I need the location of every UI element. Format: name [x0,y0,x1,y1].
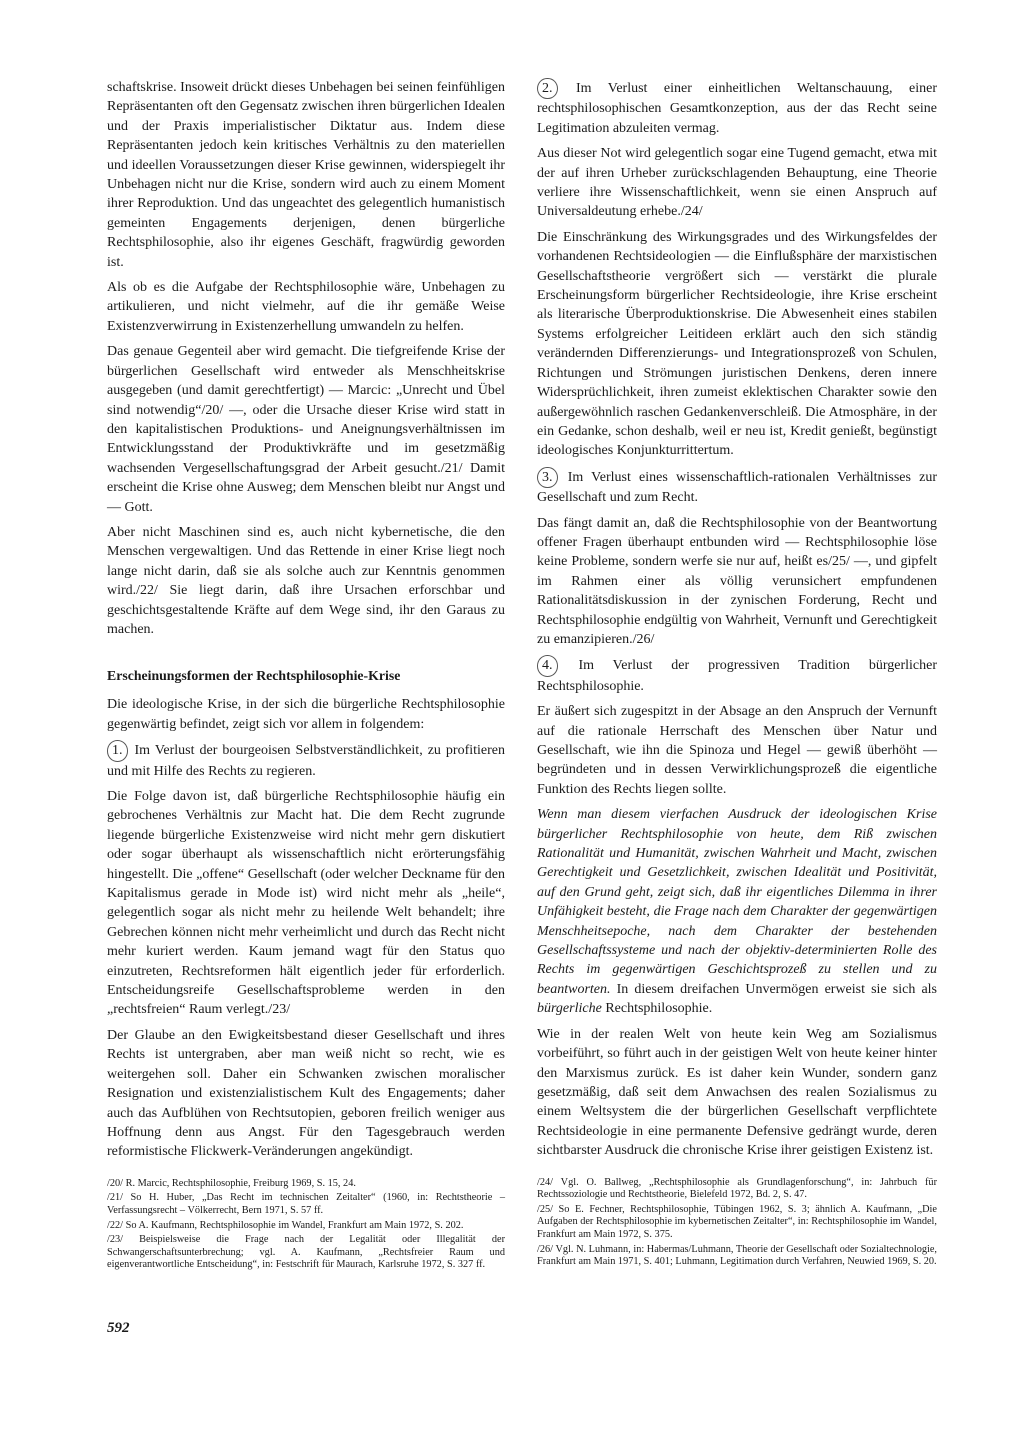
right-column [537,78,937,1271]
footnotes [107,1178,505,1272]
item-text: Im Verlust eines wissenschaftlich-rationalen Verhältnisses zur Gesellschaft und zum Recht. [537,469,937,506]
list-item-1 [107,740,505,781]
paragraph: Aus dieser Not wird gelegentlich sogar eine Tugend gemacht, etwa mit der auf ihren Urheber zurückschlagenden Behauptung, eine Theorie verliere ihre Wissenschaftlichkeit, wenn sie einen Anspruch auf Universaldeutung erhebe./24/ [537,146,937,220]
paragraph: Als ob es die Aufgabe der Rechtsphilosophie wäre, Unbehagen zu artikulieren, und nicht vielmehr, auf die ihr gemäße Weise Existenzverwirrung in Existenzerhellung umwandeln zu helfen. [107,280,505,334]
item-number-circle: 2. [537,78,558,99]
list-item-3 [537,467,937,508]
italic-text: Wenn man diesem vierfachen Ausdruck der ideologischen Krise bürgerlicher Rechtsphilosophie von heute, dem Riß zwischen Rationalität und Humanität, zwischen Wahrheit und Macht, zwischen Gerechtigkeit und Gesetzlichkeit, zwischen Idealität und Positivität, auf den Grund geht, zeigt sich, daß ihr eigentliches Dilemma in ihrer Unfähigkeit besteht, die Frage nach dem Charakter der gegenwärtigen Menschheitsepoche, nach dem Charakter der bestehenden Gesellschaftssysteme und nach der objektiv-determinierten Rolle des Rechts im gegenwärtigen Geschichtsprozeß zu stellen und zu beantworten. [537,807,937,997]
footnote: /21/ So H. Huber, „Das Recht im technischen Zeitalter“ (1960, in: Rechtstheorie – Verfassungsrecht – Völkerrecht, Bern 1971, S. 57 ff. [107,1192,505,1216]
footnote: /25/ So E. Fechner, Rechtsphilosophie, Tübingen 1962, S. 3; ähnlich A. Kaufmann, „Die Aufgaben der Rechtsphilosophie im kybernetischen Zeitalter“, in: Rechtsphilosophie im Wandel, Frankfurt am Main 1972, S. 375. [537,1203,937,1240]
italic-paragraph: Wenn man diesem vierfachen Ausdruck der ideologischen Krise bürgerlicher Rechtsphilosophie von heute, dem Riß zwischen Rationalität und Humanität, zwischen Wahrheit und Macht, zwischen Gerechtigkeit und Gesetzlichkeit, zwischen Idealität und Positivität, auf den Grund geht, zeigt sich, daß ihr eigentliches Dilemma in ihrer Unfähigkeit besteht, die Frage nach dem Charakter der gegenwärtigen Menschheitsepoche, nach dem Charakter der bestehenden Gesellschaftssysteme und nach der objektiv-determinierten Rolle des Rechts im gegenwärtigen Geschichtsprozeß zu stellen und zu beantworten. In diesem dreifachen Unvermögen erweist sie sich als bürgerliche Rechtsphilosophie. [537,807,937,1017]
footnote: /20/ R. Marcic, Rechtsphilosophie, Freiburg 1969, S. 15, 24. [107,1177,356,1189]
section-heading: Erscheinungsformen der Rechtsphilosophie-Krise [107,668,401,684]
paragraph: Die Einschränkung des Wirkungsgrades und des Wirkungsfeldes der vorhandenen Rechtsideologien — die Einflußsphäre der marxistischen Gesellschaftstheorie vergrößert sich — verstärkt die plurale Erscheinungsform bürgerlicher Rechtsideologie, ihre Krise erscheint als literarische Überproduktionskrise. Die Abwesenheit eines stabilen Systems erfolgreicher Leitideen erklärt auch den sich ständig verändernden Differenzierungs- und Integrationsprozeß von Schulen, Richtungen und Strömungen juristischen Denkens, deren innere Widersprüchlichkeit, ihren zumeist eklektischen Charakter sowie den außergewöhnlich raschen Gedankenverschleiß. Die Atmosphäre, in der ein Gedanke, schon deshalb, weil er neu ist, Kredit genießt, begünstigt ideologisches Konjunkturrittertum. [537,229,937,459]
item-text: Im Verlust der bourgeoisen Selbstverständlichkeit, zu profitieren und mit Hilfe des Rechts zu regieren. [107,743,506,779]
paragraph: Er äußert sich zugespitzt in der Absage an den Anspruch der Vernunft auf die rationale Herrschaft des Menschen über Natur und Gesellschaft, wie ihn die Spinoza und Hegel — gewiß überhöht — begründeten und in dessen Verwirklichungsprozeß die eigentliche Funktion des Rechts liegen sollte. [537,704,937,797]
item-number-circle: 3. [537,467,558,488]
footnote: /23/ Beispielsweise die Frage nach der Legalität oder Illegalität der Schwangerschaftsunterbrechung; vgl. A. Kaufmann, „Rechtsfreier Raum und eigenverantwortliche Entscheidung“, in: Festschrift für Maurach, Karlsruhe 1972, S. 327 ff. [107,1234,505,1271]
paragraph: schaftskrise. Insoweit drückt dieses Unbehagen bei seinen feinfühligen Repräsentanten oft den Gegensatz zwischen ihren bürgerlichen Idealen und der Praxis imperialistischer Diktatur aus. Indem diese Repräsentanten jedoch kein kritisches Verhältnis zu den materiellen und ideellen Voraussetzungen dieser Krise gewinnen, widerspiegelt ihr Unbehagen nicht nur die Krise, sondern wird auch zu einem Moment ihrer Reproduktion. Und das ungeachtet des gelegentlich humanistisch gemeinten Engagements derjenigen, denen bürgerliche Rechtsphilosophie, also ihr eigenes Geschäft, fragwürdig geworden ist. [107,80,505,270]
footnote: /26/ Vgl. N. Luhmann, in: Habermas/Luhmann, Theorie der Gesellschaft oder Sozialtechnologie, Frankfurt am Main 1971, S. 401; Luhmann, Legitimation durch Verfahren, Neuwied 1969, S. 20. [537,1243,937,1268]
list-item-4 [537,655,937,696]
left-column [107,78,505,1274]
item-text: Im Verlust der progressiven Tradition bürgerlicher Rechtsphilosophie. [537,658,937,694]
footnote: /22/ So A. Kaufmann, Rechtsphilosophie im Wandel, Frankfurt am Main 1972, S. 202. [107,1219,464,1231]
paragraph: Der Glaube an den Ewigkeitsbestand dieser Gesellschaft und ihres Rechts ist untergraben, aber man weiß nicht so recht, wie es weitergehen soll. Daher ein Schwanken zwischen moralischer Resignation und existenzialistischem Kult des Engagements; daher auch das Aufblühen von Rechtsutopien, geboren freilich weniger aus Hoffnung denn aus Angst. Für den Tagesgebrauch werden reformistische Flickwerk-Veränderungen angekündigt. [107,1027,505,1160]
footnotes [537,1177,937,1269]
item-text: Im Verlust einer einheitlichen Weltanschauung, einer rechtsphilosophischen Gesamtkonzeption, aus der das Recht seine Legitimation abzuleiten vermag. [537,81,938,136]
page-number: 592 [107,1320,130,1336]
paragraph: Das genaue Gegenteil aber wird gemacht. Die tiefgreifende Krise der bürgerlichen Gesellschaft wird entweder als Menschheitskrise ausgegeben (und damit gerechtfertigt) — Marcic: „Unrecht und Übel sind notwendig“/20/ —, oder die Ursache dieser Krise wird statt in den kapitalistischen Produktions- und Aneignungsverhältnissen im Entwicklungsstand der Produktivkräfte und im gesetzmäßig wachsenden Vergesellschaftungsgrad der Arbeit gesucht./21/ Damit erscheint die Krise ohne Ausweg; dem Menschen bleibt nur Angst und — Gott. [107,344,505,515]
paragraph: Die Folge davon ist, daß bürgerliche Rechtsphilosophie häufig ein gebrochenes Verhältnis zur Macht hat. Die dem Recht zugrunde liegende bürgerliche Existenzweise wird nicht mehr gern diskutiert oder sogar überhaupt als wissenschaftlich nicht erörterungsfähig hingestellt. Die „offene“ Gesellschaft (oder welcher Deckname für den Kapitalismus gerade in Mode ist) wird nicht mehr als „heile“, gelegentlich sogar als nicht mehr zu heilende Welt behandelt; ihre Gebrechen können nicht mehr verheimlicht und durch das Recht nicht mehr kuriert werden. Kaum jemand wagt für den Status quo einzutreten, Rechtsreformen hält eigentlich jeder für erforderlich. Entscheidungsreife Gesellschaftsprobleme werden in den „rechtsfreien“ Raum verlegt./23/ [107,789,505,1018]
paragraph: Aber nicht Maschinen sind es, auch nicht kybernetische, die den Menschen vergewaltigen. Und das Rettende in einer Krise liegt noch lange nicht darin, daß sie als solche auch zur Kenntnis genommen wird./22/ Sie liegt darin, daß ihre Ursachen erforschbar und geschichtsgestaltende Kräfte auf dem Wege sind, ihr den Garaus zu machen. [107,524,505,637]
list-item-2 [537,78,937,138]
paragraph: Wie in der realen Welt von heute kein Weg am Sozialismus vorbeiführt, so führt auch in der geistigen Welt von heute keiner hinter den Marxismus zurück. Es ist daher kein Wunder, sondern ganz gesetzmäßig, daß seit dem Anwachsen des realen Sozialismus zu einem Weltsystem die der bürgerlichen Gesellschaft verpflichtete Rechtsideologie in eine permanente Defensive gedrängt wurde, deren sichtbarster Ausdruck die chronische Krise ihrer geistigen Existenz ist. [537,1026,937,1159]
paragraph: Die ideologische Krise, in der sich die bürgerliche Rechtsphilosophie gegenwärtig befindet, zeigt sich vor allem in folgendem: [107,697,505,732]
item-number-circle: 4. [537,655,558,676]
item-number-circle: 1. [107,740,128,761]
paragraph: Das fängt damit an, daß die Rechtsphilosophie von der Beantwortung offener Fragen überhaupt entbunden wird — Rechtsphilosophie löse keine Probleme, sondern werfe sie nur auf, heißt es/25/ —, und gipfelt im Rahmen einer als völlig verunsichert empfundenen Rationalitätsdiskussion in der zynischen Forderung, Recht und Rechtsphilosophie endgültig von Wahrheit, Vernunft und Gerechtigkeit zu emanzipieren./26/ [537,515,937,647]
footnote: /24/ Vgl. O. Ballweg, „Rechtsphilosophie als Grundlagenforschung“, in: Jahrbuch für Rechtssoziologie und Rechtstheorie, Bielefeld 1972, Bd. 2, S. 47. [537,1176,937,1201]
